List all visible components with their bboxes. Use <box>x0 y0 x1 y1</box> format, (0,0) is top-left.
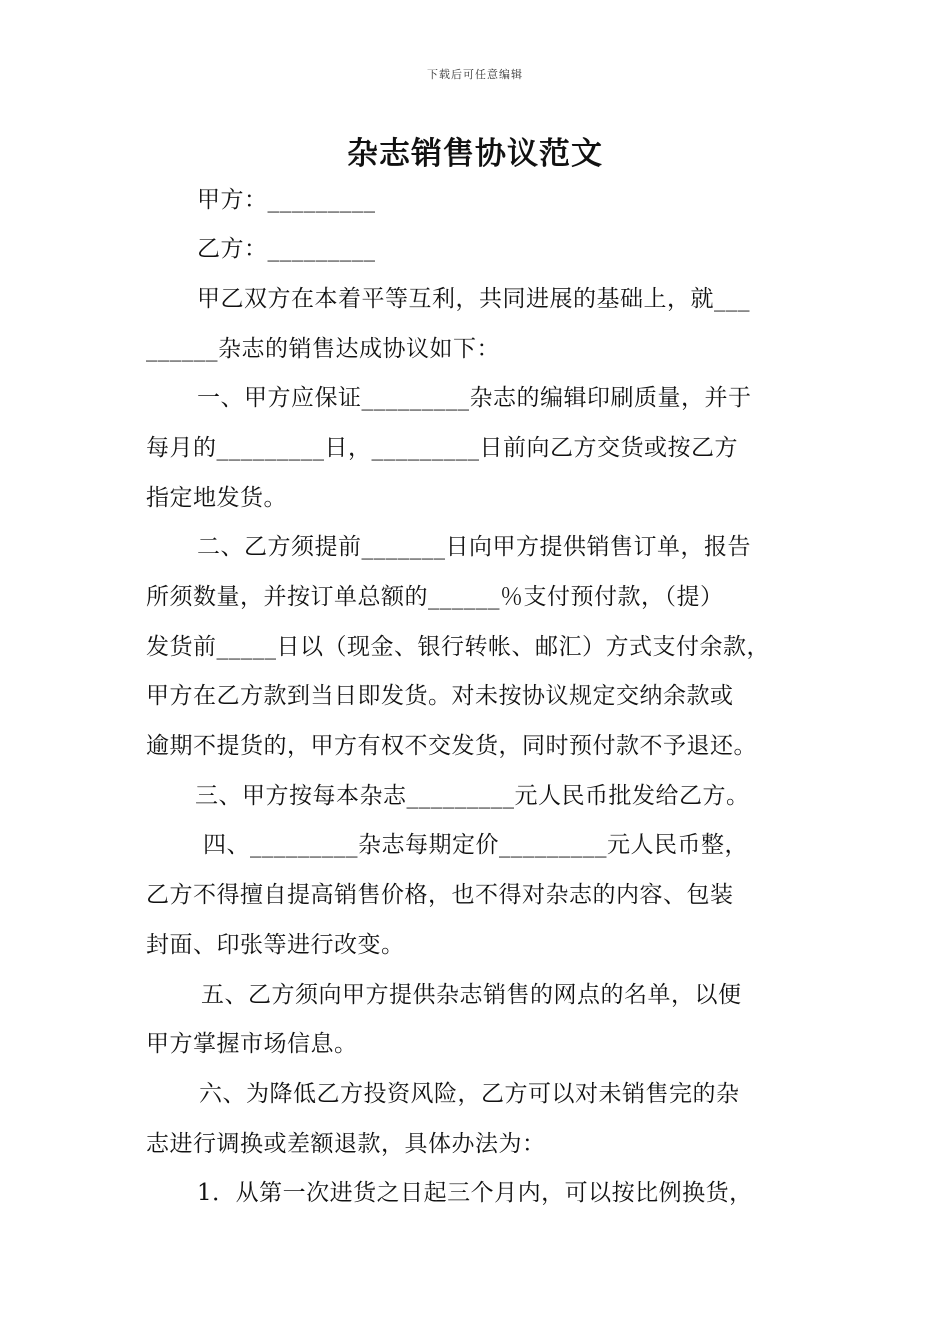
clause-1-line-3: 指定地发货。 <box>146 485 287 511</box>
clause-2-line-2: 所须数量，并按订单总额的______％支付预付款，（提） <box>146 584 724 610</box>
clause-1-line-2: 每月的_________日，_________日前向乙方交货或按乙方 <box>146 435 738 461</box>
clause-6-line-2: 志进行调换或差额退款，具体办法为： <box>146 1131 546 1157</box>
page-header: 下载后可任意编辑 <box>427 68 523 81</box>
document-title: 杂志销售协议范文 <box>347 136 603 172</box>
sub-item-1-line-1: 1．从第一次进货之日起三个月内，可以按比例换货， <box>197 1180 753 1206</box>
clause-4-line-3: 封面、印张等进行改变。 <box>146 932 405 958</box>
clause-1-line-1: 一、甲方应保证_________杂志的编辑印刷质量，并于 <box>197 385 752 411</box>
clause-5-line-1: 五、乙方须向甲方提供杂志销售的网点的名单，以便 <box>201 982 742 1008</box>
clause-2-line-1: 二、乙方须提前_______日向甲方提供销售订单，报告 <box>197 534 751 560</box>
intro-line-1: 甲乙双方在本着平等互利，共同进展的基础上，就___ <box>197 286 750 312</box>
clause-3-line-1: 三、甲方按每本杂志_________元人民币批发给乙方。 <box>195 783 750 809</box>
clause-2-line-5: 逾期不提货的，甲方有权不交发货，同时预付款不予退还。 <box>146 733 757 759</box>
clause-4-line-2: 乙方不得擅自提高销售价格，也不得对杂志的内容、包装 <box>146 882 734 908</box>
intro-line-2: ______杂志的销售达成协议如下： <box>146 336 500 362</box>
clause-4-line-1: 四、_________杂志每期定价_________元人民币整， <box>203 832 748 858</box>
clause-2-line-4: 甲方在乙方款到当日即发货。对未按协议规定交纳余款或 <box>146 683 734 709</box>
party-b-line: 乙方：_________ <box>197 236 376 262</box>
party-a-line: 甲方：_________ <box>197 187 376 213</box>
clause-5-line-2: 甲方掌握市场信息。 <box>146 1031 358 1057</box>
clause-2-line-3: 发货前_____日以（现金、银行转帐、邮汇）方式支付余款， <box>146 634 770 660</box>
clause-6-line-1: 六、为降低乙方投资风险，乙方可以对未销售完的杂 <box>199 1081 740 1107</box>
